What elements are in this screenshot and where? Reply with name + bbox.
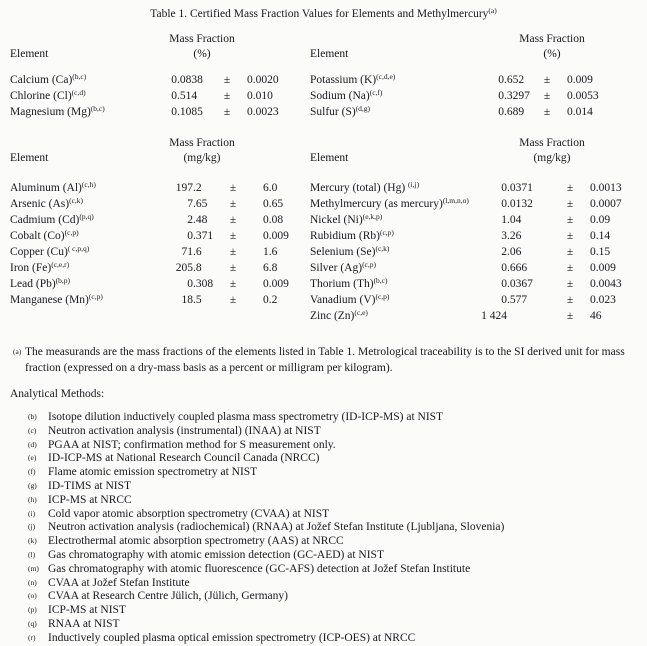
method-text: Inductively coupled plasma optical emission spectrometry (ICP-OES) at NRCC	[48, 631, 416, 644]
method-marker: (d)	[28, 439, 37, 449]
element-cell	[10, 72, 170, 88]
element-cell	[10, 196, 170, 212]
method-marker: (m)	[28, 563, 39, 573]
methods-list-item	[10, 590, 637, 604]
plus-minus-symbol: ±	[566, 294, 574, 306]
element-header-left: Element	[10, 48, 49, 60]
uncertainty-value: 0.0007	[590, 198, 622, 210]
value-fraction-part: .308	[193, 278, 214, 290]
table-row	[310, 196, 647, 212]
methods-list-item	[10, 411, 637, 425]
plus-minus-symbol: ±	[229, 182, 237, 194]
method-marker: (c)	[28, 425, 37, 435]
method-text: Neutron activation analysis (radiochemical) (RNAA) at Jožef Stefan Institute (Ljubljana, Slovenia)	[48, 521, 505, 534]
methods-list-item	[10, 494, 637, 508]
table-row	[310, 292, 647, 308]
plus-minus-symbol: ±	[223, 106, 231, 118]
uncertainty-value: 0.09	[590, 214, 611, 226]
page-title	[10, 0, 637, 22]
element-cell	[10, 180, 170, 196]
element-name: Sodium (Na)	[310, 90, 370, 102]
method-refs-superscript: (c,d,e)	[376, 72, 396, 81]
value-integer-part: 0	[498, 106, 504, 118]
method-marker: (n)	[28, 577, 37, 587]
uncertainty-value: 0.15	[590, 246, 611, 258]
plus-minus-symbol: ±	[566, 182, 574, 194]
value-fraction-part: .5	[193, 294, 202, 306]
element-cell	[310, 244, 477, 260]
method-refs-superscript: (c,e)	[354, 308, 368, 317]
element-cell	[310, 212, 477, 228]
value-fraction-part: .04	[507, 214, 522, 226]
uncertainty-value: 46	[590, 310, 602, 322]
element-cell	[10, 228, 170, 244]
table-row	[10, 88, 310, 104]
method-text: CVAA at Jožef Stefan Institute	[48, 576, 190, 589]
value-integer-part: 0	[501, 262, 507, 274]
element-cell	[310, 180, 477, 196]
table-row	[10, 196, 310, 212]
method-text: Gas chromatography with atomic emission detection (GC-AED) at NIST	[48, 548, 384, 561]
value-fraction-part: .371	[193, 230, 214, 242]
element-name: Cadmium (Cd)	[10, 214, 80, 226]
method-marker: (g)	[28, 480, 37, 490]
method-text: Isotope dilution inductively coupled plasma mass spectrometry (ID-ICP-MS) at NIST	[48, 411, 444, 423]
method-marker: (k)	[28, 536, 37, 546]
uncertainty-value: 0.08	[263, 214, 284, 226]
method-marker: (o)	[28, 591, 37, 601]
method-text: ICP-MS at NRCC	[48, 493, 132, 506]
element-name: Copper (Cu)	[10, 246, 68, 258]
element-cell	[10, 88, 170, 104]
unit-mgkg-label: (mg/kg)	[533, 152, 571, 164]
methods-list-item	[10, 439, 637, 453]
value-integer-part: 0	[171, 106, 177, 118]
table-row	[310, 228, 647, 244]
method-marker: (e)	[28, 453, 37, 463]
uncertainty-value: 0.0043	[590, 278, 622, 290]
plus-minus-symbol: ±	[543, 106, 551, 118]
uncertainty-value: 0.010	[247, 90, 273, 102]
uncertainty-value: 0.014	[567, 106, 593, 118]
element-name: Cobalt (Co)	[10, 230, 65, 242]
element-header-left: Element	[10, 152, 49, 164]
value-fraction-part: .8	[193, 262, 202, 274]
value-integer-part: 1 424	[481, 310, 507, 322]
method-text: Electrothermal atomic absorption spectrometry (AAS) at NRCC	[48, 535, 344, 548]
value-integer-part: 205	[175, 262, 193, 274]
plus-minus-symbol: ±	[543, 74, 551, 86]
mgkg-rows-right	[310, 180, 647, 324]
methods-list-item	[10, 508, 637, 522]
uncertainty-value: 0.009	[263, 230, 289, 242]
plus-minus-symbol: ±	[223, 74, 231, 86]
value-integer-part: 18	[181, 294, 193, 306]
value-fraction-part: .577	[507, 294, 528, 306]
method-text: Flame atomic emission spectrometry at NIST	[48, 466, 258, 479]
method-refs-superscript: (c,p)	[64, 228, 79, 237]
method-refs-superscript: (b,p)	[55, 276, 71, 285]
mass-fraction-label: Mass Fraction	[519, 33, 585, 45]
plus-minus-symbol: ±	[229, 230, 237, 242]
mgkg-section-header	[10, 136, 637, 166]
method-text: Neutron activation analysis (instrumental) (INAA) at NIST	[48, 424, 321, 437]
plus-minus-symbol: ±	[543, 90, 551, 102]
uncertainty-value: 0.0020	[247, 74, 279, 86]
value-fraction-part: .0132	[507, 198, 533, 210]
element-cell	[10, 276, 170, 292]
methods-list-item	[10, 604, 637, 618]
plus-minus-symbol: ±	[566, 310, 574, 322]
methods-list-item	[10, 535, 637, 549]
value-integer-part: 0	[171, 90, 177, 102]
methods-list-item	[10, 480, 637, 494]
table-row	[310, 244, 647, 260]
element-header-right: Element	[310, 48, 349, 60]
value-integer-part: 0	[501, 294, 507, 306]
uncertainty-value: 0.009	[590, 262, 616, 274]
methods-list-item	[10, 618, 637, 632]
uncertainty-value: 0.2	[263, 294, 278, 306]
value-integer-part: 0	[171, 74, 177, 86]
value-fraction-part: .514	[177, 90, 198, 102]
element-name: Nickel (Ni)	[310, 214, 363, 226]
value-fraction-part: .26	[507, 230, 522, 242]
value-integer-part: 0	[501, 278, 507, 290]
uncertainty-value: 1.6	[263, 246, 278, 258]
method-text: ICP-MS at NIST	[48, 604, 126, 617]
element-name: Vanadium (V)	[310, 294, 376, 306]
value-integer-part: 0	[187, 230, 193, 242]
value-integer-part: 0	[187, 278, 193, 290]
method-text: PGAA at NIST; confirmation method for S measurement only.	[48, 438, 336, 451]
element-name: Potassium (K)	[310, 74, 377, 86]
plus-minus-symbol: ±	[566, 246, 574, 258]
method-refs-superscript: (d,g)	[355, 104, 371, 113]
table-row	[310, 260, 647, 276]
element-cell	[10, 244, 170, 260]
plus-minus-symbol: ±	[229, 278, 237, 290]
plus-minus-symbol: ±	[566, 278, 574, 290]
method-refs-superscript: (c,h)	[81, 180, 96, 189]
plus-minus-symbol: ±	[229, 214, 237, 226]
value-integer-part: 2	[187, 214, 193, 226]
method-text: ID-TIMS at NIST	[48, 479, 132, 492]
mgkg-rows-left	[10, 180, 310, 308]
table-row	[310, 212, 647, 228]
methods-list-item	[10, 549, 637, 563]
value-integer-part: 3	[501, 230, 507, 242]
method-refs-superscript: (b,c)	[72, 72, 87, 81]
table-row	[310, 72, 647, 88]
plus-minus-symbol: ±	[229, 198, 237, 210]
table-row	[10, 244, 310, 260]
method-refs-superscript: (c,k)	[375, 244, 390, 253]
method-refs-superscript: (c,p)	[88, 292, 103, 301]
footnote-marker: (a)	[13, 347, 22, 356]
element-name: Zinc (Zn)	[310, 310, 355, 322]
table-row	[10, 276, 310, 292]
method-refs-superscript: (c,p)	[362, 260, 377, 269]
method-text: ID-ICP-MS at National Research Council Canada (NRCC)	[48, 452, 320, 465]
uncertainty-value: 0.009	[567, 74, 593, 86]
value-integer-part: 1	[501, 214, 507, 226]
element-name: Mercury (total) (Hg)	[310, 182, 409, 194]
method-text: RNAA at NIST	[48, 617, 120, 630]
method-refs-superscript: (p,q)	[79, 212, 94, 221]
method-refs-superscript: (b,c)	[90, 104, 105, 113]
uncertainty-value: 0.009	[263, 278, 289, 290]
uncertainty-value: 0.0023	[247, 106, 279, 118]
method-refs-superscript: (c,d)	[71, 88, 86, 97]
method-marker: (f)	[28, 467, 36, 477]
element-cell	[10, 212, 170, 228]
unit-mgkg-label: (mg/kg)	[183, 152, 221, 164]
table-row	[10, 228, 310, 244]
mass-fraction-header-left	[169, 32, 234, 62]
uncertainty-value: 0.65	[263, 198, 284, 210]
table-row	[10, 260, 310, 276]
mass-fraction-header-right	[519, 32, 584, 62]
element-cell	[310, 72, 497, 88]
table-row	[10, 212, 310, 228]
element-name: Sulfur (S)	[310, 106, 356, 118]
element-name: Aluminum (Al)	[10, 182, 82, 194]
value-integer-part: 0	[501, 182, 507, 194]
method-marker: (l)	[28, 549, 36, 559]
element-name: Rubidium (Rb)	[310, 230, 380, 242]
value-fraction-part: .0838	[177, 74, 203, 86]
element-cell	[310, 104, 497, 120]
element-name: Lead (Pb)	[10, 278, 56, 290]
element-cell	[310, 276, 477, 292]
table-row	[310, 88, 647, 104]
value-integer-part: 0	[498, 74, 504, 86]
footnote-text: The measurands are the mass fractions of the elements listed in Table 1. Metrological traceability is to the SI derived unit for mass fraction (expressed on a dry-mass basis as a percent or milligram per kilogram).	[25, 346, 625, 374]
percent-rows-left	[10, 72, 310, 120]
mass-fraction-header-left	[169, 136, 234, 166]
element-cell	[10, 104, 170, 120]
plus-minus-symbol: ±	[229, 294, 237, 306]
value-fraction-part: .48	[193, 214, 208, 226]
mass-fraction-label: Mass Fraction	[169, 33, 235, 45]
uncertainty-value: 6.8	[263, 262, 278, 274]
element-cell	[310, 308, 477, 324]
value-integer-part: 71	[181, 246, 193, 258]
methods-list-item	[10, 452, 637, 466]
table-row	[310, 276, 647, 292]
plus-minus-symbol: ±	[566, 198, 574, 210]
value-fraction-part: .3297	[504, 90, 530, 102]
table-row	[310, 104, 647, 120]
method-refs-superscript: (b,c)	[373, 276, 388, 285]
element-name: Calcium (Ca)	[10, 74, 73, 86]
method-refs-superscript: (c,f)	[369, 88, 383, 97]
value-fraction-part: .6	[193, 246, 202, 258]
plus-minus-symbol: ±	[229, 262, 237, 274]
mass-fraction-label: Mass Fraction	[519, 137, 585, 149]
value-fraction-part: .65	[193, 198, 208, 210]
percent-rows	[10, 72, 637, 120]
uncertainty-value: 0.0013	[590, 182, 622, 194]
element-cell	[310, 260, 477, 276]
method-refs-superscript: (i,j)	[408, 180, 420, 189]
plus-minus-symbol: ±	[566, 262, 574, 274]
table-row	[10, 180, 310, 196]
element-header-right: Element	[310, 152, 349, 164]
plus-minus-symbol: ±	[223, 90, 231, 102]
value-integer-part: 0	[501, 198, 507, 210]
method-marker: (i)	[28, 508, 36, 518]
method-refs-superscript: (c,e,r)	[51, 260, 70, 269]
plus-minus-symbol: ±	[229, 246, 237, 258]
method-marker: (b)	[28, 412, 37, 421]
unit-percent-label: (%)	[193, 48, 211, 60]
element-name: Thorium (Th)	[310, 278, 374, 290]
footnote-a	[10, 344, 637, 376]
plus-minus-symbol: ±	[566, 214, 574, 226]
element-cell	[310, 196, 477, 212]
method-refs-superscript: (c,k)	[69, 196, 84, 205]
method-text: Gas chromatography with atomic fluorescence (GC-AFS) detection at Jožef Stefan Institute	[48, 562, 471, 575]
table-row	[10, 104, 310, 120]
table-row	[310, 180, 647, 196]
uncertainty-value: 0.14	[590, 230, 611, 242]
value-fraction-part: .666	[507, 262, 528, 274]
element-name: Chlorine (Cl)	[10, 90, 72, 102]
method-refs-superscript: (c,p)	[375, 292, 390, 301]
value-fraction-part: .0367	[507, 278, 533, 290]
element-name: Silver (Ag)	[310, 262, 363, 274]
table-row	[10, 292, 310, 308]
methods-list-item	[10, 466, 637, 480]
value-fraction-part: .1085	[177, 106, 203, 118]
mgkg-rows	[10, 180, 637, 324]
value-integer-part: 0	[498, 90, 504, 102]
value-fraction-part: .652	[504, 74, 525, 86]
uncertainty-value: 0.023	[590, 294, 616, 306]
method-marker: (p)	[28, 605, 37, 615]
title-footnote-marker: (a)	[488, 6, 497, 15]
value-integer-part: 7	[187, 198, 193, 210]
method-text: Cold vapor atomic absorption spectrometry (CVAA) at NIST	[48, 507, 330, 520]
percent-section-header	[10, 32, 637, 62]
uncertainty-value: 0.0053	[567, 90, 599, 102]
method-marker: (r)	[28, 632, 36, 642]
element-name: Magnesium (Mg)	[10, 106, 91, 118]
value-fraction-part: .689	[504, 106, 525, 118]
table-row	[10, 72, 310, 88]
method-text: CVAA at Research Centre Jülich, (Jülich, Germany)	[48, 590, 288, 603]
method-refs-superscript: ( c,p,q)	[67, 244, 90, 253]
value-fraction-part: .2	[193, 182, 202, 194]
methods-list-item	[10, 577, 637, 591]
unit-percent-label: (%)	[543, 48, 561, 60]
method-refs-superscript: (c,p)	[379, 228, 394, 237]
element-cell	[310, 292, 477, 308]
value-fraction-part: .06	[507, 246, 522, 258]
methods-list-item	[10, 632, 637, 646]
methods-list-item	[10, 563, 637, 577]
page-title-text: Table 1. Certified Mass Fraction Values for Elements and Methylmercury	[150, 8, 489, 20]
element-cell	[310, 88, 497, 104]
element-name: Iron (Fe)	[10, 262, 52, 274]
method-marker: (j)	[28, 522, 36, 532]
value-integer-part: 197	[175, 182, 193, 194]
value-integer-part: 2	[501, 246, 507, 258]
percent-rows-right	[310, 72, 647, 120]
method-marker: (q)	[28, 618, 37, 628]
element-cell	[10, 260, 170, 276]
value-fraction-part: .0371	[507, 182, 533, 194]
methods-list-item	[10, 425, 637, 439]
analytical-methods-heading: Analytical Methods:	[10, 388, 105, 400]
value-fraction-part	[507, 308, 550, 324]
table-row	[310, 308, 647, 324]
mass-fraction-header-right	[519, 136, 584, 166]
method-marker: (h)	[28, 494, 37, 504]
methods-list-item	[10, 521, 637, 535]
analytical-methods-list	[10, 411, 637, 646]
element-cell	[310, 228, 477, 244]
element-name: Methylmercury (as mercury)	[310, 198, 443, 210]
element-cell	[10, 292, 170, 308]
element-name: Arsenic (As)	[10, 198, 70, 210]
element-name: Selenium (Se)	[310, 246, 376, 258]
mass-fraction-label: Mass Fraction	[169, 137, 235, 149]
element-name: Manganese (Mn)	[10, 294, 89, 306]
method-refs-superscript: (l,m,n,o)	[442, 196, 469, 205]
plus-minus-symbol: ±	[566, 230, 574, 242]
method-refs-superscript: (e,k,p)	[362, 212, 383, 221]
uncertainty-value: 6.0	[263, 182, 278, 194]
